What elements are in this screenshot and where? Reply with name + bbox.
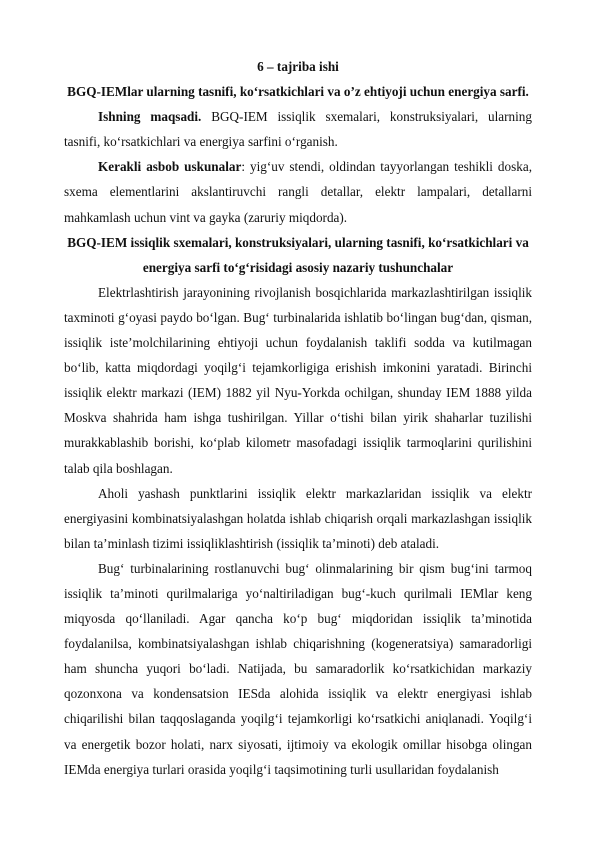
purpose-paragraph <box>64 104 532 154</box>
purpose-label: Ishning maqsadi. <box>98 109 202 125</box>
equipment-label: Kerakli asbob uskunalar <box>98 159 242 175</box>
section-title: BGQ-IEM issiqlik sxemalari, konstruksiyalari, ularning tasnifi, ko‘rsatkichlari va energiya sarfi to‘g‘risidagi asosiy nazariy tushunchalar <box>67 234 529 275</box>
lab-number: 6 – tajriba ishi <box>257 59 339 74</box>
body-paragraph-1: Elektrlashtirish jarayonining rivojlanish bosqichlarida markazlashtirilgan issiqlik taxminoti g‘oyasi paydo bo‘lgan. Bug‘ turbinalarida ishlatib bo‘lingan bug‘dan, qisman, issiqlik iste’molchilarining ehtiyoji uchun foydalanish taklifi sodda va kutilmagan bo‘lib, katta miqdordagi yoqilg‘i tejamkorligiga erishish imkonini yaratadi. Birinchi issiqlik elektr markazi (IEM) 1882 yil Nyu-Yorkda ochilgan, shunday IEM 1888 yilda Moskva shahrida ham ishga tushirilgan. Yillar o‘tishi bilan yirik shaharlar tuzilishi murakkablashib borishi, ko‘plab kilometr masofadagi issiqlik tarmoqlarini qurilishini talab qila boshlagan. <box>64 284 532 476</box>
document-page <box>64 54 532 782</box>
equipment-text: : yig‘uv stendi, oldindan tayyorlangan teshikli doska, sxema elementlarini akslantiruvchi rangli detallar, elektr lampalari, detallarni mahkamlash uchun vint va gayka (zaruriy miqdorda). <box>64 159 532 225</box>
equipment-paragraph <box>64 154 532 229</box>
body-paragraph-2: Aholi yashash punktlarini issiqlik elektr markazlaridan issiqlik va elektr energiyasini kombinatsiyalashgan holatda ishlab chiqarish orqali markazlashgan issiqlik bilan ta’minlash tizimi issiqliklashtirish (issiqlik ta’minoti) deb ataladi. <box>64 485 532 551</box>
purpose-text: BGQ-IEM issiqlik sxemalari, konstruksiyalari, ularning tasnifi, ko‘rsatkichlari va energiya sarfini o‘rganish. <box>64 109 532 150</box>
lab-title: BGQ-IEMlar ularning tasnifi, ko‘rsatkichlari va o’z ehtiyoji uchun energiya sarfi. <box>67 84 529 100</box>
body-paragraph-3: Bug‘ turbinalarining rostlanuvchi bug‘ olinmalarining bir qism bug‘ini tarmoq issiqlik ta’minoti qurilmalariga yo‘naltiriladigan bug‘-kuch qurilmali IEMlar keng miqyosda qo‘llaniladi. Agar qancha ko‘p bug‘ miqdoridan issiqlik ta’minotida foydalanilsa, kombinatsiyalashgan ishlab chiqarishning (kogeneratsiya) samaradorligi ham shuncha yuqori bo‘ladi. Natijada, bu samaradorlik ko‘rsatkichidan markaziy qozonxona va kondensatsion IESda alohida issiqlik va elektr energiyasi ishlab chiqarilishi bilan taqqoslaganda yoqilg‘i tejamkorligi ko‘rsatkichi aniqlanadi. Yoqilg‘i va energetik bozor holati, narx siyosati, ijtimoiy va ekologik omillar hisobga olingan IEMda energiya turlari orasida yoqilg‘i taqsimotining turli usullaridan foydalanish <box>64 560 532 777</box>
